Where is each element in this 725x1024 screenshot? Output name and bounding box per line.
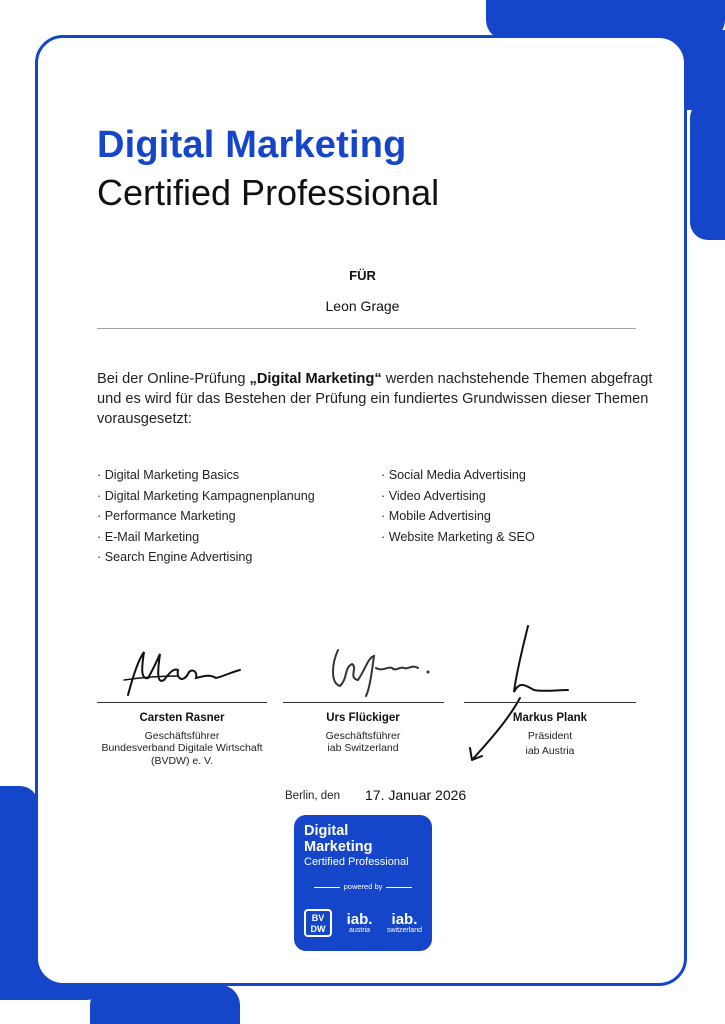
signature-line	[283, 702, 444, 703]
topic-item: · Performance Marketing	[97, 506, 315, 527]
topic-item: · Video Advertising	[381, 486, 535, 507]
signer-name: Carsten Rasner	[139, 712, 225, 724]
intro-paragraph	[97, 369, 657, 429]
corner-shape-bottom-left	[0, 786, 38, 916]
topic-item: · Social Media Advertising	[381, 465, 535, 486]
signer-name: Markus Plank	[512, 712, 588, 724]
signer-org: iab Switzerland	[327, 742, 399, 754]
intro-text-2: werden nachstehende Themen abgefragt und es wird für das Bestehen der Prüfung ein fundiertes Grundwissen dieser Themen vorausgesetzt:	[97, 371, 653, 427]
recipient-name: Leon Grage	[325, 298, 400, 314]
iab-austria-mark: iab.	[346, 910, 373, 928]
topic-item: · E-Mail Marketing	[97, 527, 315, 548]
signer-role: Geschäftsführer	[325, 729, 401, 742]
signer-org: Bundesverband Digitale Wirtschaft (BVDW) e. V.	[101, 742, 263, 767]
badge-title-2: Marketing	[304, 839, 373, 855]
signature-line	[97, 702, 267, 703]
certificate-title: Digital Marketing	[97, 124, 407, 166]
intro-text-1: Bei der Online-Prüfung	[97, 371, 250, 387]
signature-flueckiger	[318, 638, 438, 700]
certification-badge	[294, 815, 432, 951]
place-label: Berlin, den	[285, 790, 340, 802]
signer-role: Präsident	[527, 729, 573, 742]
topic-item: · Search Engine Advertising	[97, 547, 315, 568]
iab-switzerland-logo	[387, 912, 422, 935]
topics-list-left	[97, 465, 315, 568]
topic-item: · Mobile Advertising	[381, 506, 535, 527]
corner-shape-bottom-left-3	[90, 985, 240, 1024]
iab-austria-logo	[347, 912, 373, 935]
divider	[97, 328, 636, 329]
topic-item: · Website Marketing & SEO	[381, 527, 535, 548]
iab-switzerland-mark: iab.	[391, 910, 418, 928]
certificate-subtitle: Certified Professional	[97, 172, 440, 213]
topic-item: · Digital Marketing Kampagnenplanung	[97, 486, 315, 507]
iab-austria-sub: austria	[348, 926, 370, 934]
topic-item: · Digital Marketing Basics	[97, 465, 315, 486]
signer-name: Urs Flückiger	[326, 712, 400, 724]
signer-flueckiger	[268, 712, 458, 755]
signer-rasner	[87, 712, 277, 767]
signer-org: iab Austria	[525, 745, 575, 757]
signer-plank	[455, 712, 645, 758]
for-label: FÜR	[349, 268, 376, 283]
badge-subtitle: Certified Professional	[304, 856, 409, 868]
iab-switzerland-sub: switzerland	[386, 926, 422, 934]
powered-by-label: powered by	[304, 882, 422, 891]
corner-shape-top-right-3	[690, 100, 725, 240]
signature-line	[464, 702, 636, 703]
topics-list-right	[381, 465, 535, 547]
issue-date: 17. Januar 2026	[365, 787, 467, 803]
signer-role: Geschäftsführer	[144, 729, 220, 742]
intro-exam-name: „Digital Marketing“	[249, 371, 382, 387]
signature-rasner	[118, 640, 248, 702]
badge-title-1: Digital	[304, 823, 349, 839]
partner-logos	[304, 907, 422, 939]
bvdw-logo: BV DW	[304, 909, 332, 937]
